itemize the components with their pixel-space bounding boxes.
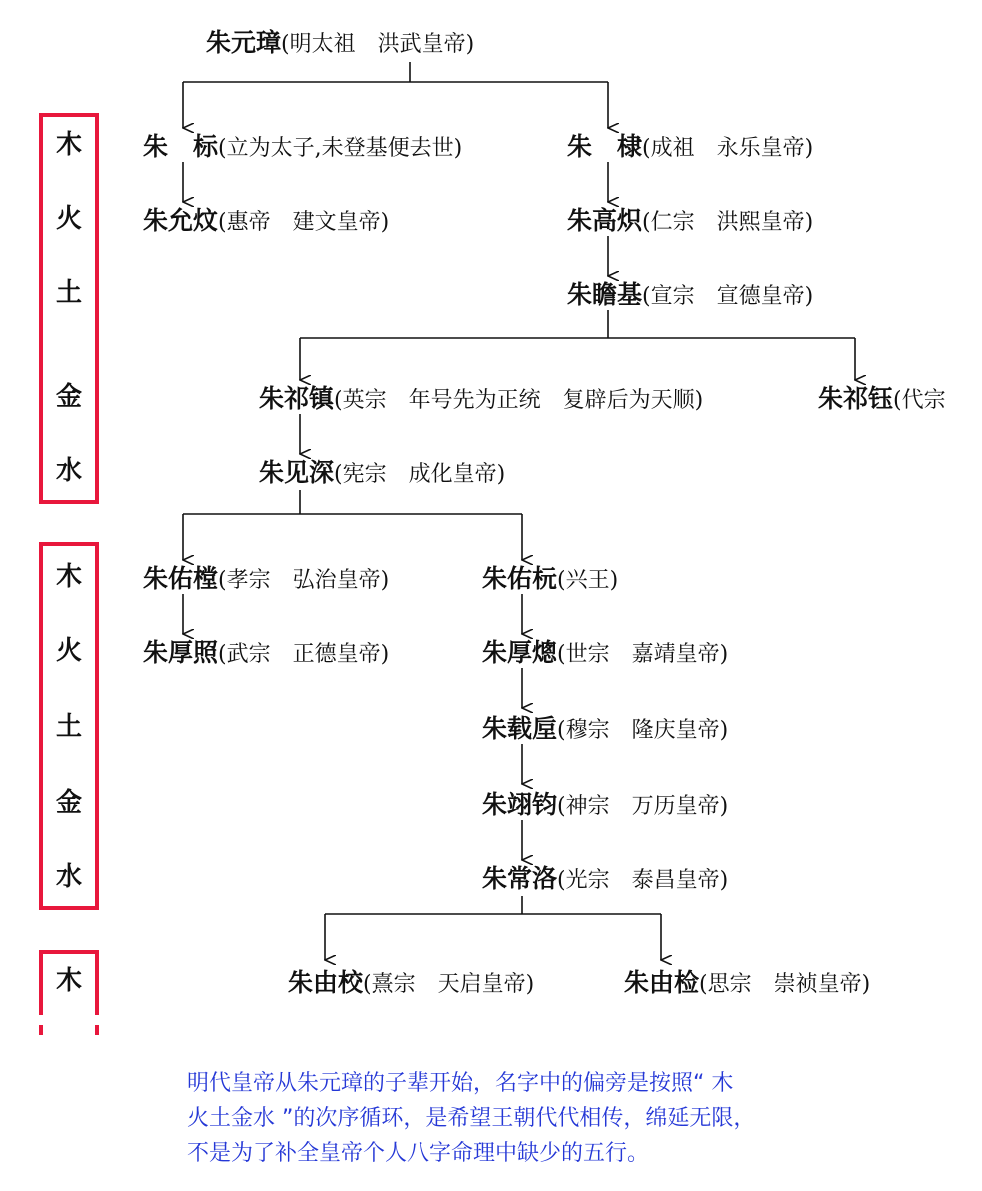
node-zhu-yuanzhang bbox=[206, 28, 474, 60]
node-info: (兴王) bbox=[557, 568, 619, 593]
element-label: 木 bbox=[55, 562, 82, 592]
connector-gen3 bbox=[300, 310, 855, 338]
node-info: (成祖 永乐皇帝) bbox=[642, 136, 814, 161]
node-zhu-zaihou bbox=[482, 714, 728, 746]
element-cycle-box-1 bbox=[39, 113, 99, 504]
node-info: (宪宗 成化皇帝) bbox=[334, 462, 506, 487]
node-zhu-houzhao bbox=[143, 638, 389, 670]
element-label: 水 bbox=[55, 862, 82, 892]
node-name: 朱佑樘 bbox=[143, 564, 219, 593]
node-zhu-youjian bbox=[624, 968, 870, 1000]
node-name: 朱由检 bbox=[624, 968, 700, 997]
node-info: (熹宗 天启皇帝) bbox=[363, 972, 535, 997]
node-zhu-youjiao bbox=[288, 968, 534, 1000]
node-name: 朱高炽 bbox=[567, 206, 643, 235]
node-zhu-youyuan bbox=[482, 564, 618, 596]
node-name: 朱 棣 bbox=[567, 132, 643, 161]
node-name: 朱佑杬 bbox=[482, 564, 558, 593]
note-line: 火土金水 ”的次序循环，是希望王朝代代相传，绵延无限， bbox=[187, 1106, 756, 1131]
node-info: (光宗 泰昌皇帝) bbox=[557, 868, 729, 893]
dashed-continuation-right bbox=[95, 1005, 99, 1039]
element-label: 木 bbox=[55, 966, 82, 996]
node-info: (代宗 bbox=[893, 388, 946, 413]
node-zhu-di bbox=[567, 132, 813, 164]
node-zhu-biao bbox=[143, 132, 462, 164]
node-info: (仁宗 洪熙皇帝) bbox=[642, 210, 814, 235]
explanation-note bbox=[187, 1066, 867, 1171]
element-label: 水 bbox=[55, 456, 82, 486]
node-info: (惠帝 建文皇帝) bbox=[218, 210, 390, 235]
node-zhu-qizhen bbox=[259, 384, 703, 416]
node-zhu-qiyu bbox=[818, 384, 946, 416]
element-label: 金 bbox=[55, 788, 82, 818]
node-zhu-houcong bbox=[482, 638, 728, 670]
node-info: (宣宗 宣德皇帝) bbox=[642, 284, 814, 309]
note-line: 明代皇帝从朱元璋的子辈开始，名字中的偏旁是按照“ 木 bbox=[187, 1071, 734, 1096]
node-name: 朱见深 bbox=[259, 458, 335, 487]
node-info: (穆宗 隆庆皇帝) bbox=[557, 718, 729, 743]
element-label: 土 bbox=[55, 712, 82, 742]
node-name: 朱常洛 bbox=[482, 864, 558, 893]
node-zhu-youtang bbox=[143, 564, 389, 596]
node-name: 朱厚照 bbox=[143, 638, 219, 667]
node-zhu-yunwen bbox=[143, 206, 389, 238]
node-name: 朱瞻基 bbox=[567, 280, 643, 309]
node-info: (世宗 嘉靖皇帝) bbox=[557, 642, 729, 667]
dashed-continuation-left bbox=[39, 1005, 43, 1039]
element-label: 金 bbox=[55, 382, 82, 412]
element-label: 火 bbox=[55, 636, 82, 666]
node-info: (英宗 年号先为正统 复辟后为天顺) bbox=[334, 388, 704, 413]
node-zhu-gaochi bbox=[567, 206, 813, 238]
connector-gen10 bbox=[325, 896, 661, 914]
node-zhu-changluo bbox=[482, 864, 728, 896]
node-name: 朱翊钧 bbox=[482, 790, 558, 819]
node-info: (明太祖 洪武皇帝) bbox=[281, 32, 475, 57]
element-label: 火 bbox=[55, 204, 82, 234]
node-name: 朱厚熜 bbox=[482, 638, 558, 667]
node-zhu-jianshen bbox=[259, 458, 505, 490]
node-info: (武宗 正德皇帝) bbox=[218, 642, 390, 667]
node-name: 朱 标 bbox=[143, 132, 219, 161]
node-info: (孝宗 弘治皇帝) bbox=[218, 568, 390, 593]
node-name: 朱由校 bbox=[288, 968, 364, 997]
connector-root bbox=[183, 62, 608, 82]
element-label: 木 bbox=[55, 130, 82, 160]
node-name: 朱祁钰 bbox=[818, 384, 894, 413]
node-name: 朱元璋 bbox=[206, 28, 282, 57]
node-info: (神宗 万历皇帝) bbox=[557, 794, 729, 819]
node-info: (思宗 崇祯皇帝) bbox=[699, 972, 871, 997]
node-zhu-yijun bbox=[482, 790, 728, 822]
node-info: (立为太子,未登基便去世) bbox=[218, 136, 463, 161]
element-label: 土 bbox=[55, 278, 82, 308]
node-zhu-zhanji bbox=[567, 280, 813, 312]
node-name: 朱允炆 bbox=[143, 206, 219, 235]
node-name: 朱祁镇 bbox=[259, 384, 335, 413]
connector-gen5 bbox=[183, 490, 522, 514]
note-line: 不是为了补全皇帝个人八字命理中缺少的五行。 bbox=[187, 1141, 650, 1166]
node-name: 朱载垕 bbox=[482, 714, 558, 743]
